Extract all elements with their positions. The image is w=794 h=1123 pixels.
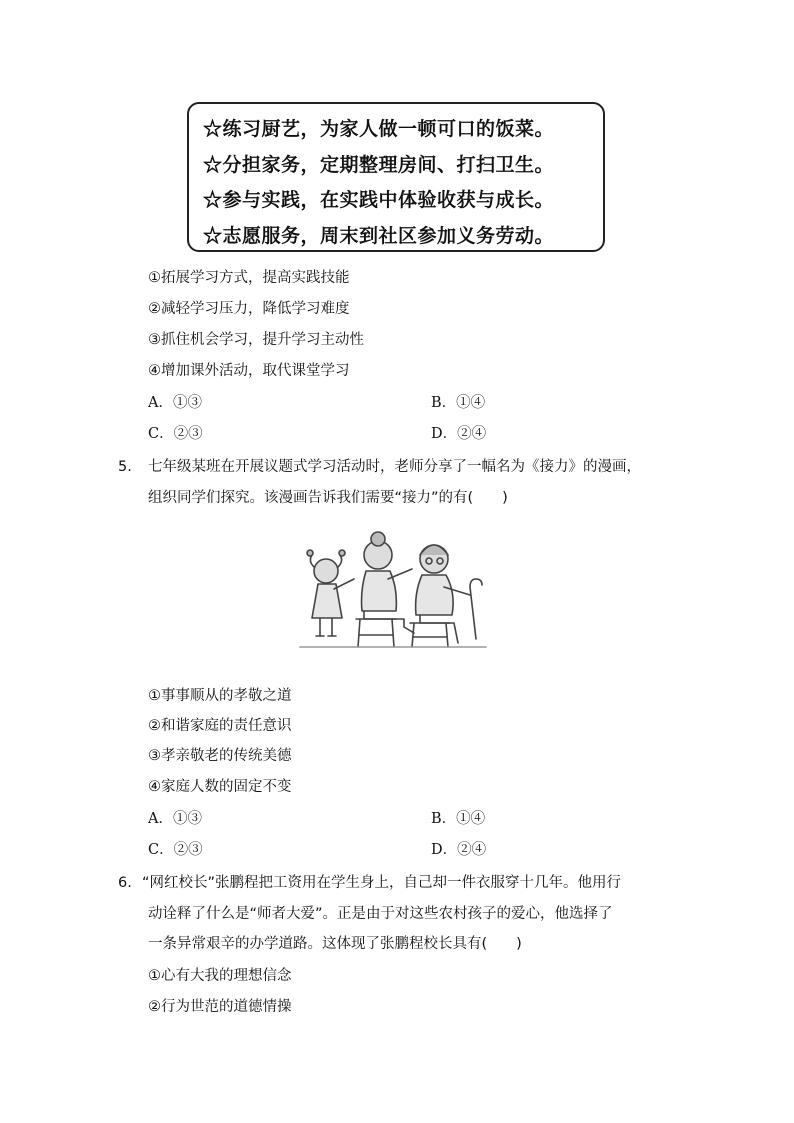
q5-number: 5. — [118, 459, 132, 475]
q6-statement-2: ②行为世范的道德情操 — [148, 999, 292, 1015]
q5-statement-2: ②和谐家庭的责任意识 — [148, 718, 292, 734]
q5-option-a[interactable]: A．①③ — [148, 811, 202, 827]
activity-line: ☆志愿服务，周末到社区参加义务劳动。 — [203, 224, 555, 247]
activity-line: ☆练习厨艺，为家人做一顿可口的饭菜。 — [203, 118, 555, 140]
q4-option-c[interactable]: C．②③ — [148, 426, 203, 442]
q4-statement-3: ③抓住机会学习，提升学习主动性 — [148, 332, 364, 348]
q5-option-b[interactable]: B．①④ — [431, 811, 486, 827]
q5-statement-1: ①事事顺从的孝敬之道 — [148, 688, 292, 704]
activity-line: ☆分担家务，定期整理房间、打扫卫生。 — [203, 153, 555, 176]
q5-statement-3: ③孝亲敬老的传统美德 — [148, 748, 292, 764]
q4-option-a[interactable]: A．①③ — [148, 395, 202, 411]
q5-option-d[interactable]: D．②④ — [431, 842, 487, 858]
q6-stem-line-3: 一条异常艰辛的办学道路。这体现了张鹏程校长具有( ) — [148, 936, 522, 952]
q6-stem-line-2: 动诠释了什么是“师者大爱”。正是由于对这些农村孩子的爱心，他选择了 — [148, 906, 613, 922]
q4-option-b[interactable]: B．①④ — [431, 395, 486, 411]
q4-statement-1: ①拓展学习方式，提高实践技能 — [148, 270, 350, 286]
q4-statement-2: ②减轻学习压力，降低学习难度 — [148, 301, 350, 317]
q6-stem-line-1: “网红校长”张鹏程把工资用在学生身上，自己却一件衣服穿十几年。他用行 — [142, 875, 622, 891]
activity-box — [187, 102, 605, 252]
q4-option-d[interactable]: D．②④ — [431, 426, 487, 442]
relay-cartoon-image — [296, 527, 491, 649]
q5-option-c[interactable]: C．②③ — [148, 842, 203, 858]
q5-stem-line-2: 组织同学们探究。该漫画告诉我们需要“接力”的有( ) — [148, 490, 508, 506]
q5-stem-line-1: 七年级某班在开展议题式学习活动时，老师分享了一幅名为《接力》的漫画， — [148, 459, 641, 475]
q5-statement-4: ④家庭人数的固定不变 — [148, 779, 292, 795]
q6-statement-1: ①心有大我的理想信念 — [148, 968, 292, 984]
q6-number: 6. — [118, 875, 132, 891]
activity-line: ☆参与实践，在实践中体验收获与成长。 — [203, 189, 555, 211]
q4-statement-4: ④增加课外活动，取代课堂学习 — [148, 363, 350, 379]
